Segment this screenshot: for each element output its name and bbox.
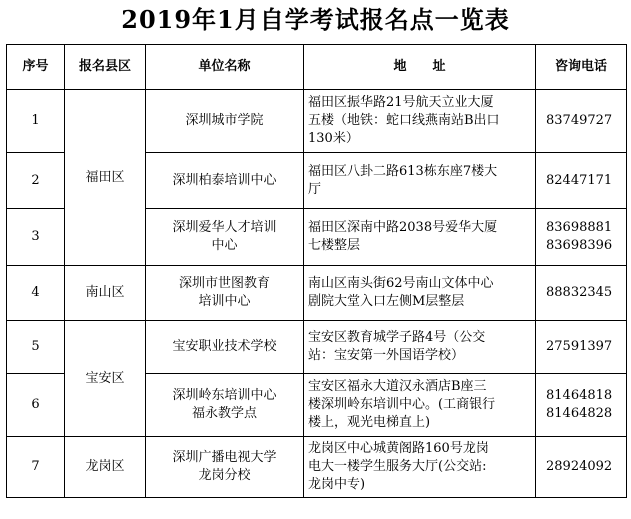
unit-cell <box>146 437 304 498</box>
address-line: 剧院大堂入口左侧M层整层 <box>308 294 465 309</box>
address-line: 宝安区福永大道汉永酒店B座三 <box>308 379 487 394</box>
header-unit: 单位名称 <box>146 45 304 90</box>
address-line: 电大一楼学生服务大厅(公交站: <box>308 459 487 474</box>
header-seq: 序号 <box>7 45 65 90</box>
seq-cell: 2 <box>7 153 65 209</box>
address-line: 福田区振华路21号航天立业大厦 <box>308 95 494 110</box>
district-cell: 宝安区 <box>65 321 146 437</box>
unit-cell <box>146 321 304 374</box>
phone-number: 83698881 <box>546 220 613 235</box>
unit-line: 深圳城市学院 <box>185 113 264 128</box>
seq-cell: 5 <box>7 321 65 374</box>
address-line: 龙岗中专) <box>308 477 366 492</box>
registration-table <box>6 44 627 498</box>
address-line: 宝安区教育城学子路4号（公交 <box>308 330 486 345</box>
phone-cell <box>536 90 627 153</box>
unit-cell <box>146 266 304 321</box>
unit-line: 深圳广播电视大学 <box>172 450 277 465</box>
unit-cell <box>146 209 304 266</box>
seq-cell: 7 <box>7 437 65 498</box>
seq-cell: 4 <box>7 266 65 321</box>
phone-cell <box>536 374 627 437</box>
phone-number: 83698396 <box>546 238 613 253</box>
address-line: 南山区南头街62号南山文体中心 <box>308 276 494 291</box>
phone-number: 83749727 <box>546 113 613 128</box>
phone-cell <box>536 209 627 266</box>
address-line: 五楼（地铁：蛇口线燕南站B出口 <box>308 113 500 128</box>
unit-line: 深圳岭东培训中心 <box>172 388 277 403</box>
address-line: 福田区深南中路2038号爱华大厦 <box>308 220 498 235</box>
phone-number: 81464818 <box>546 388 613 403</box>
district-cell: 南山区 <box>65 266 146 321</box>
seq-cell: 1 <box>7 90 65 153</box>
unit-line: 宝安职业技术学校 <box>172 339 277 354</box>
phone-number: 82447171 <box>546 172 613 188</box>
phone-cell <box>536 321 627 374</box>
phone-cell <box>536 153 627 209</box>
phone-number: 81464828 <box>546 406 613 421</box>
address-cell <box>304 374 536 437</box>
address-line: 楼上，观光电梯直上) <box>308 415 431 430</box>
address-line: 福田区八卦二路613栋东座7楼大 <box>308 163 498 179</box>
address-line: 楼深圳岭东培训中心。(工商银行 <box>308 397 496 412</box>
unit-cell <box>146 374 304 437</box>
address-cell <box>304 153 536 209</box>
phone-cell <box>536 266 627 321</box>
seq-cell: 3 <box>7 209 65 266</box>
unit-line: 深圳柏泰培训中心 <box>172 172 277 188</box>
table-row <box>7 266 627 321</box>
table-row <box>7 437 627 498</box>
header-address: 地 址 <box>304 45 536 90</box>
table-header-row <box>7 45 627 90</box>
unit-line: 龙岗分校 <box>198 468 251 483</box>
address-line: 厅 <box>308 181 322 197</box>
address-cell <box>304 321 536 374</box>
address-cell <box>304 437 536 498</box>
phone-cell <box>536 437 627 498</box>
address-cell <box>304 209 536 266</box>
unit-line: 深圳爱华人才培训 <box>172 220 277 235</box>
phone-number: 88832345 <box>546 285 613 300</box>
address-line: 七楼整层 <box>308 238 361 253</box>
address-line: 站：宝安第一外国语学校） <box>308 348 465 363</box>
seq-cell: 6 <box>7 374 65 437</box>
address-line: 龙岗区中心城黄阁路160号龙岗 <box>308 441 489 456</box>
page-title: 2019年1月自学考试报名点一览表 <box>121 5 510 34</box>
unit-line: 深圳市世图教育 <box>178 276 270 291</box>
header-phone: 咨询电话 <box>536 45 627 90</box>
unit-line: 培训中心 <box>198 294 251 309</box>
phone-number: 27591397 <box>546 339 613 354</box>
table-row <box>7 321 627 374</box>
header-district: 报名县区 <box>65 45 146 90</box>
unit-cell <box>146 90 304 153</box>
address-cell <box>304 266 536 321</box>
address-line: 130米） <box>308 131 359 146</box>
unit-cell <box>146 153 304 209</box>
phone-number: 28924092 <box>546 459 613 474</box>
district-cell: 福田区 <box>65 90 146 266</box>
address-cell <box>304 90 536 153</box>
unit-line: 福永教学点 <box>191 406 257 421</box>
district-cell: 龙岗区 <box>65 437 146 498</box>
table-row <box>7 90 627 153</box>
unit-line: 中心 <box>211 238 238 253</box>
